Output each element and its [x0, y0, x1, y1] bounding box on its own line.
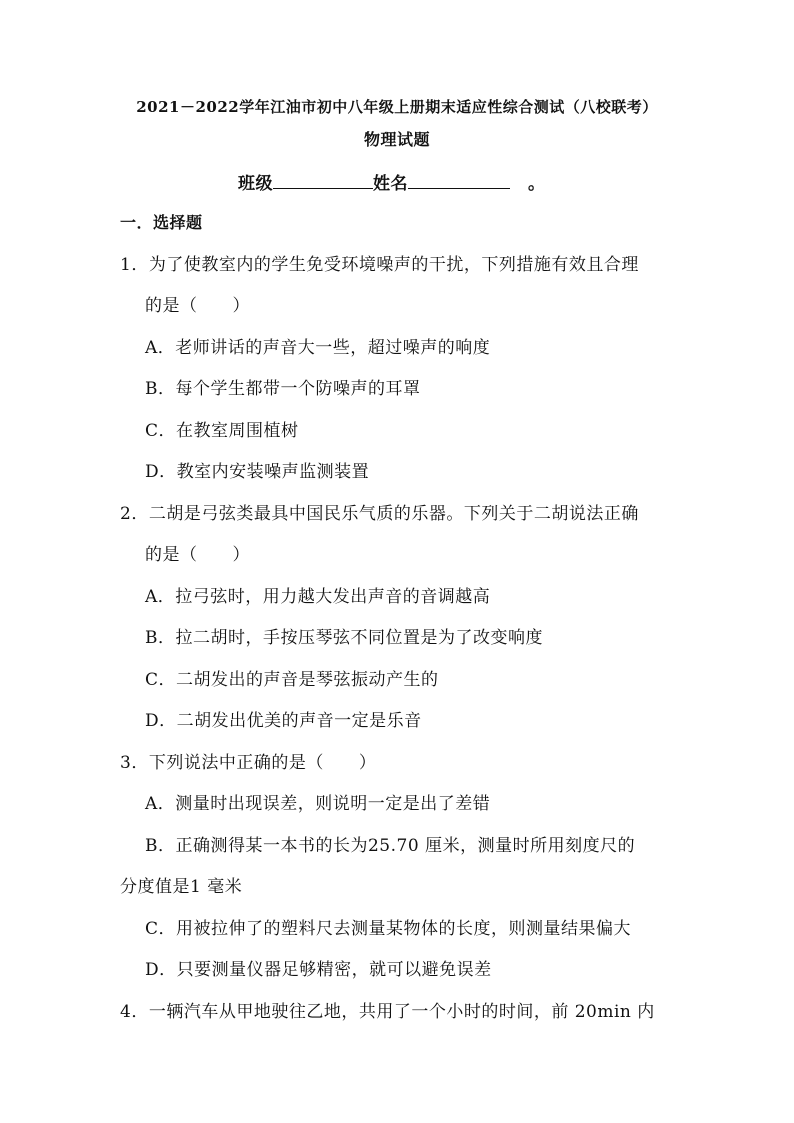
question-3-option-a[interactable]: A．测量时出现误差，则说明一定是出了差错 [145, 794, 491, 814]
name-label: 姓名 [373, 174, 408, 194]
student-info-line [238, 170, 546, 195]
name-blank[interactable] [408, 170, 510, 189]
question-1-stem-cont: 的是（ ） [145, 296, 250, 316]
info-tail: 。 [528, 174, 546, 194]
question-2-option-c[interactable]: C．二胡发出的声音是琴弦振动产生的 [145, 670, 439, 690]
question-3-option-b[interactable]: B．正确测得某一本书的长为25.70 厘米，测量时所用刻度尺的 [145, 836, 636, 856]
question-3-option-b-cont[interactable]: 分度值是1 毫米 [120, 877, 243, 897]
question-1-option-c[interactable]: C．在教室周围植树 [145, 421, 299, 441]
question-2-stem-cont: 的是（ ） [145, 545, 250, 565]
question-1-stem: 1．为了使教室内的学生免受环境噪声的干扰，下列措施有效且合理 [120, 255, 639, 275]
section-title: 一．选择题 [120, 213, 203, 232]
exam-subtitle: 物理试题 [363, 130, 430, 149]
class-blank[interactable] [273, 170, 373, 189]
question-2-option-b[interactable]: B．拉二胡时，手按压琴弦不同位置是为了改变响度 [145, 628, 543, 648]
exam-title: 2021－2022学年江油市初中八年级上册期末适应性综合测试（八校联考） [136, 98, 658, 116]
question-3-option-c[interactable]: C．用被拉伸了的塑料尺去测量某物体的长度，则测量结果偏大 [145, 919, 632, 939]
question-2-stem: 2．二胡是弓弦类最具中国民乐气质的乐器。下列关于二胡说法正确 [120, 504, 639, 524]
question-3-option-d[interactable]: D．只要测量仪器足够精密，就可以避免误差 [145, 960, 492, 980]
question-2-option-d[interactable]: D．二胡发出优美的声音一定是乐音 [145, 711, 422, 731]
question-3-stem: 3．下列说法中正确的是（ ） [120, 753, 377, 773]
class-label: 班级 [238, 174, 273, 194]
question-1-option-a[interactable]: A．老师讲话的声音大一些，超过噪声的响度 [145, 338, 491, 358]
question-1-option-d[interactable]: D．教室内安装噪声监测装置 [145, 462, 370, 482]
question-1-option-b[interactable]: B．每个学生都带一个防噪声的耳罩 [145, 379, 421, 399]
question-4-stem: 4．一辆汽车从甲地驶往乙地，共用了一个小时的时间，前 20min 内 [120, 1002, 655, 1022]
question-2-option-a[interactable]: A．拉弓弦时，用力越大发出声音的音调越高 [145, 587, 491, 607]
